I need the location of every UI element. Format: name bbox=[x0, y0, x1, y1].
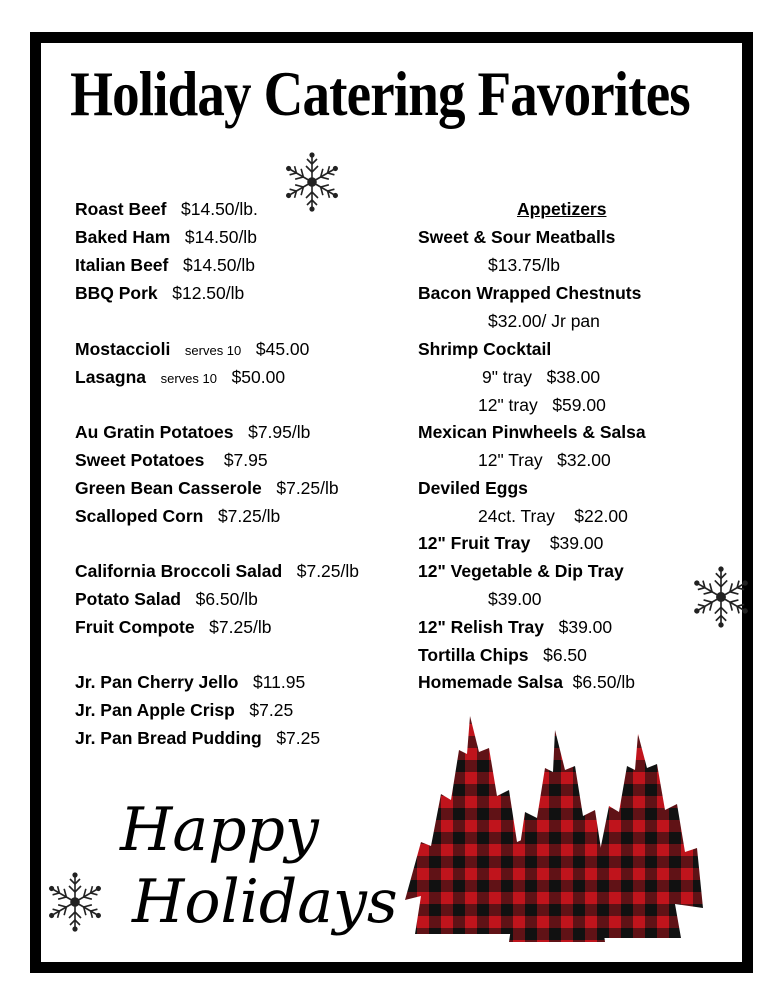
menu-item-chestnuts: Bacon Wrapped Chestnuts bbox=[418, 283, 642, 303]
menu-item-bbq-pork: BBQ Pork $12.50/lb bbox=[75, 283, 245, 303]
menu-item-shrimp: Shrimp Cocktail bbox=[418, 339, 552, 359]
menu-item-tortilla-chips: Tortilla Chips $6.50 bbox=[418, 645, 587, 665]
menu-item-fruit-tray: 12" Fruit Tray $39.00 bbox=[418, 533, 604, 553]
menu-item-deviled-eggs-price: 24ct. Tray $22.00 bbox=[478, 506, 628, 526]
appetizers-heading: Appetizers bbox=[517, 199, 607, 219]
menu-item-sweet-potatoes: Sweet Potatoes $7.95 bbox=[75, 450, 268, 470]
menu-item-lasagna: Lasagna serves 10 $50.00 bbox=[75, 367, 286, 387]
menu-item-green-bean: Green Bean Casserole $7.25/lb bbox=[75, 478, 339, 498]
menu-item-cherry-jello: Jr. Pan Cherry Jello $11.95 bbox=[75, 672, 306, 692]
plaid-tree-art bbox=[405, 712, 705, 946]
menu-item-broccoli-salad: California Broccoli Salad $7.25/lb bbox=[75, 561, 360, 581]
greeting-holidays: Holidays bbox=[132, 867, 398, 937]
menu-item-baked-ham: Baked Ham $14.50/lb bbox=[75, 227, 257, 247]
menu-item-mostaccioli: Mostaccioli serves 10 $45.00 bbox=[75, 339, 310, 359]
menu-item-au-gratin: Au Gratin Potatoes $7.95/lb bbox=[75, 422, 311, 442]
menu-item-relish-tray: 12" Relish Tray $39.00 bbox=[418, 617, 613, 637]
menu-item-chestnuts-price: $32.00/ Jr pan bbox=[488, 311, 600, 331]
menu-item-deviled-eggs: Deviled Eggs bbox=[418, 478, 528, 498]
menu-item-fruit-compote: Fruit Compote $7.25/lb bbox=[75, 617, 272, 637]
menu-item-roast-beef: Roast Beef $14.50/lb. bbox=[75, 199, 258, 219]
menu-item-shrimp-12: 12" tray $59.00 bbox=[478, 395, 606, 415]
menu-item-apple-crisp: Jr. Pan Apple Crisp $7.25 bbox=[75, 700, 294, 720]
menu-item-scalloped-corn: Scalloped Corn $7.25/lb bbox=[75, 506, 281, 526]
menu-item-pinwheels: Mexican Pinwheels & Salsa bbox=[418, 422, 646, 442]
menu-item-meatballs: Sweet & Sour Meatballs bbox=[418, 227, 616, 247]
menu-item-shrimp-9: 9" tray $38.00 bbox=[482, 367, 601, 387]
menu-item-bread-pudding: Jr. Pan Bread Pudding $7.25 bbox=[75, 728, 321, 748]
menu-item-italian-beef: Italian Beef $14.50/lb bbox=[75, 255, 255, 275]
snowflake-icon bbox=[690, 566, 752, 628]
menu-item-veg-tray-price: $39.00 bbox=[488, 589, 542, 609]
menu-item-meatballs-price: $13.75/lb bbox=[488, 255, 561, 275]
snowflake-icon bbox=[45, 872, 105, 932]
snowflake-icon bbox=[282, 152, 342, 212]
menu-item-veg-tray: 12" Vegetable & Dip Tray bbox=[418, 561, 624, 581]
menu-title: Holiday Catering Favorites bbox=[70, 58, 690, 129]
menu-item-pinwheels-price: 12" Tray $32.00 bbox=[478, 450, 611, 470]
greeting-happy: Happy bbox=[120, 795, 319, 865]
menu-item-potato-salad: Potato Salad $6.50/lb bbox=[75, 589, 258, 609]
menu-item-salsa: Homemade Salsa $6.50/lb bbox=[418, 672, 635, 692]
